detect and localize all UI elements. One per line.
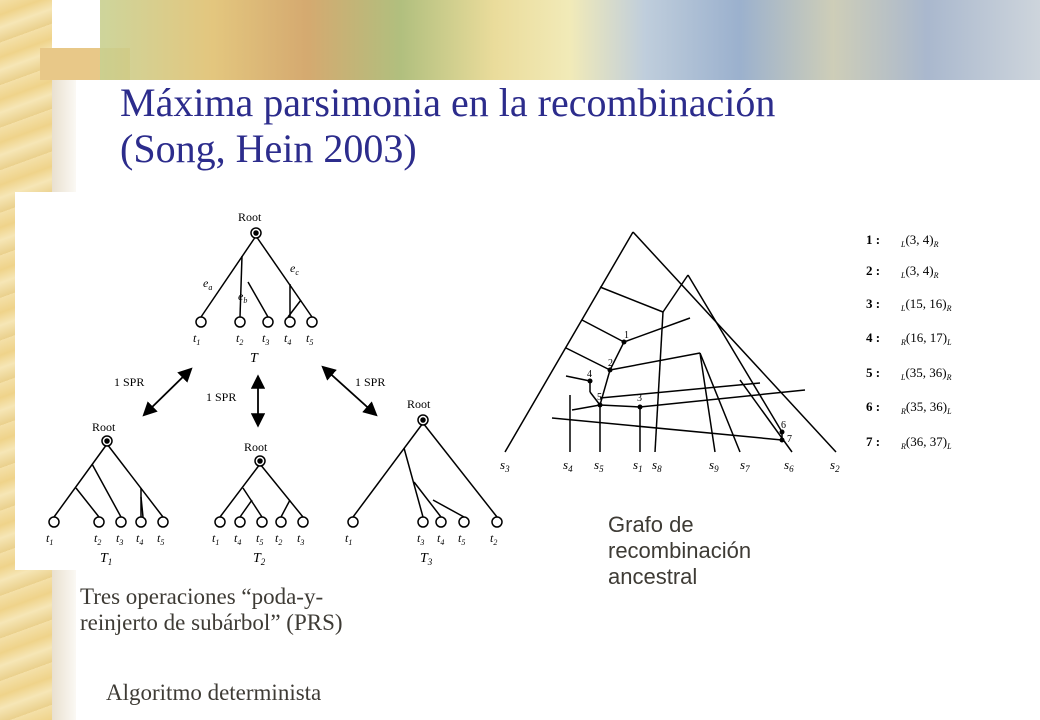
arg-leaf: $s_6$: [784, 457, 794, 474]
arg-node-label: 4: [587, 369, 592, 380]
prs-caption-line-2: reinjerto de subárbol” (PRS): [80, 610, 343, 635]
legend-row-7: [866, 434, 952, 451]
tree-T1-leaf: $t_5$: [157, 531, 165, 547]
prs-caption: [80, 584, 343, 636]
arg-node-label: 5: [597, 392, 602, 403]
tree-T2-root-label: Root: [244, 440, 268, 454]
svg-text:6 :: 6 :: [866, 399, 881, 414]
tree-T2-leaf: $t_1$: [212, 531, 220, 547]
tree-T1: [49, 436, 168, 527]
legend-row-5: [866, 365, 952, 382]
prs-caption-line-1: Tres operaciones “poda-y-: [80, 584, 324, 609]
tree-T1-leaf: $t_1$: [46, 531, 54, 547]
svg-text:3 :: 3 :: [866, 296, 881, 311]
arg-leaf: $s_8$: [652, 457, 662, 474]
spr-label-left: 1 SPR: [114, 375, 145, 389]
arg-node-label: 7: [787, 434, 792, 445]
arg-caption: [608, 512, 751, 590]
arg-caption-line-2: recombinación: [608, 538, 752, 563]
tree-T-leaf: $t_4$: [284, 331, 292, 347]
svg-text:7 :: 7 :: [866, 434, 881, 449]
svg-text:R(16, 17)L: $_R$(16, $17)_L$: [901, 330, 952, 347]
arg-leaf: $s_9$: [709, 457, 719, 474]
arg-caption-line-3: ancestral: [608, 564, 698, 589]
tree-T3-leaf-labels: [345, 531, 497, 547]
title-line-2: (Song, Hein 2003): [120, 126, 417, 171]
arg-leaf: $s_1$: [633, 457, 643, 474]
tree-T2: [215, 456, 308, 527]
arg-leaf: $s_7$: [740, 457, 750, 474]
arg-node-label: 1: [624, 330, 629, 341]
tree-T1-leaf: $t_4$: [136, 531, 144, 547]
arg-leaf: $s_5$: [594, 457, 604, 474]
tree-T2-leaf: $t_2$: [275, 531, 283, 547]
svg-text:R(36, 37)L: $_R$(36, $37)_L$: [901, 434, 952, 451]
svg-text:L(35, 36)R: $_L$(35, $36)_R$: [901, 365, 952, 382]
tree-T2-label: $T_2$: [253, 551, 266, 567]
edge-b-label: $e_b$: [238, 289, 248, 305]
svg-text:4 :: 4 :: [866, 330, 881, 345]
spr-arrows: [145, 368, 375, 424]
tree-T-leaf-labels: [193, 331, 313, 347]
tree-T3-root-label: Root: [407, 397, 431, 411]
tree-T3-label: $T_3$: [420, 551, 433, 567]
tree-T2-leaf: $t_5$: [256, 531, 264, 547]
title-line-1: Máxima parsimonia en la recombinación: [120, 80, 776, 125]
legend-row-4: [866, 330, 952, 347]
legend-row-1: [866, 232, 939, 249]
svg-text:R(35, 36)L: $_R$(35, $36)_L$: [901, 399, 952, 416]
tree-T2-leaf: $t_3$: [297, 531, 305, 547]
tree-T-leaf: $t_3$: [262, 331, 270, 347]
arg-graph: [505, 232, 836, 452]
legend-row-3: [866, 296, 952, 313]
svg-text:5 :: 5 :: [866, 365, 881, 380]
tree-T-label: T: [250, 351, 258, 366]
tree-T3: [348, 415, 502, 527]
svg-text:L(3, 4)R: $_L$(3, $4)_R$: [901, 232, 939, 249]
tree-T3-leaf: $t_5$: [458, 531, 466, 547]
tree-T2-leaf: $t_4$: [234, 531, 242, 547]
tree-T-leaf: $t_5$: [306, 331, 314, 347]
arg-node-labels: [587, 330, 792, 445]
tree-T: [196, 228, 317, 327]
svg-text:1 :: 1 :: [866, 232, 881, 247]
svg-text:L(3, 4)R: $_L$(3, $4)_R$: [901, 263, 939, 280]
tree-T3-leaf: $t_2$: [490, 531, 498, 547]
arg-caption-line-1: Grafo de: [608, 512, 694, 537]
spr-label-middle: 1 SPR: [206, 390, 237, 404]
tree-T1-leaf-labels: [46, 531, 164, 547]
arg-leaf: $s_2$: [830, 457, 840, 474]
tree-T1-label: $T_1$: [100, 551, 113, 567]
arg-leaf: $s_4$: [563, 457, 573, 474]
tree-T3-leaf: $t_4$: [437, 531, 445, 547]
svg-text:2 :: 2 :: [866, 263, 881, 278]
tree-T-root-label: Root: [238, 210, 262, 224]
legend-row-6: [866, 399, 952, 416]
tree-T1-leaf: $t_3$: [116, 531, 124, 547]
arg-node-label: 2: [608, 358, 613, 369]
tree-T-leaf: $t_2$: [236, 331, 244, 347]
tree-T1-root-label: Root: [92, 420, 116, 434]
edge-a-label: $e_a$: [203, 276, 213, 292]
arg-leaf: $s_3$: [500, 457, 510, 474]
edge-c-label: $e_c$: [290, 261, 299, 277]
spr-arrow-left: [145, 370, 190, 414]
arg-node-label: 6: [781, 420, 786, 431]
spr-label-right: 1 SPR: [355, 375, 386, 389]
tree-T2-leaf-labels: [212, 531, 304, 547]
tree-T1-leaf: $t_2$: [94, 531, 102, 547]
tree-T-leaf: $t_1$: [193, 331, 201, 347]
arg-leaf-labels: [500, 457, 840, 474]
arg-legend: [866, 232, 952, 451]
arg-node-label: 3: [637, 393, 642, 404]
svg-text:L(15, 16)R: $_L$(15, $16)_R$: [901, 296, 952, 313]
algorithm-caption: Algoritmo determinista: [106, 680, 322, 705]
tree-T3-leaf: $t_1$: [345, 531, 353, 547]
legend-row-2: [866, 263, 939, 280]
tree-T3-leaf: $t_3$: [417, 531, 425, 547]
